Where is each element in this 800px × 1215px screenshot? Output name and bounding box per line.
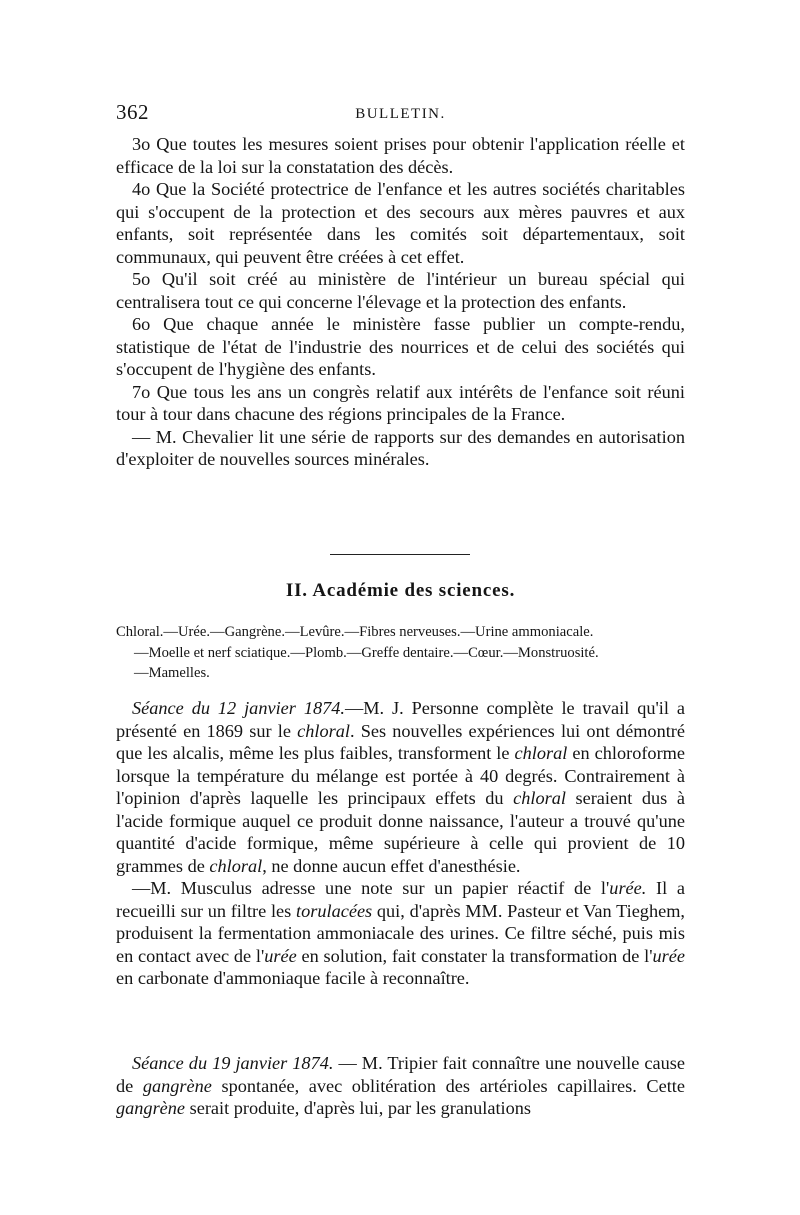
summary-line-1: Chloral.—Urée.—Gangrène.—Levûre.—Fibres nerveuses.—Urine ammoniacale. [116,624,594,640]
musculus-paragraph: —M. Musculus adresse une note sur un papier réactif de l'urée. Il a recueilli sur un filtre les torulacées qui, d'après MM. Pasteur et Van Tieghem, produisent la fermentation ammoniacale des urines. Ce filtre séché, puis mis en contact avec de l'urée en solution, fait constater la transformation de l'urée en carbonate d'ammoniaque facile à reconnaître. [116,878,686,988]
resolution-5: 5o Qu'il soit créé au ministère de l'intérieur un bureau spécial qui centralisera tout ce qui concerne l'élevage et la protection des enfants. [116,269,685,312]
summary-line-2: —Moelle et nerf sciatique.—Plomb.—Greffe dentaire.—Cœur.—Monstruosité. [134,644,599,661]
session-12-paragraph: Séance du 12 janvier 1874.—M. J. Personne complète le travail qu'il a présenté en 1869 sur le chloral. Ses nouvelles expériences lui ont démontré que les alcalis, même les plus faibles, transforment le chloral en chloroforme lorsque la température du mélange est portée à 40 degrés. Contrairement à l'opinion d'après laquelle les principaux effets du chloral seraient dus à l'acide formique auquel ce produit donne naissance, l'auteur a trouvé qu'une quantité d'acide formique, même supérieure à celle qui provient de 10 grammes de chloral, ne donne aucun effet d'anesthésie. [116,698,685,876]
session-12-janvier [116,697,685,990]
summary-line-3: —Mamelles. [134,665,210,681]
resolutions-block [116,133,685,471]
term-gangrene: gangrène [142,1075,212,1096]
resolution-4: 4o Que la Société protectrice de l'enfance et les autres sociétés charitables qui s'occupent de la protection et des secours aux mères pauvres et aux enfants, soit représentée dans les comités soit départementaux, soit communaux, qui peuvent être créées à cet effet. [116,179,685,267]
session-19-janvier [116,1052,685,1120]
term-uree: urée. [609,878,647,898]
term-chloral: chloral [297,720,350,741]
resolution-3: 3o Que toutes les mesures soient prises pour obtenir l'application réelle et efficace de la loi sur la constatation des décès. [116,134,685,177]
term-chloral: chloral [209,855,263,876]
section-summary [116,622,685,684]
session-date: Séance du 12 janvier 1874. [132,698,345,718]
term-chloral: chloral [514,743,568,763]
page-number: 362 [116,100,149,124]
running-title: BULLETIN. [355,106,446,122]
page-header [116,100,685,130]
resolution-6: 6o Que chaque année le ministère fasse publier un compte-rendu, statistique de l'état de l'industrie des nourrices et de celui des sociétés qui s'occupent de l'hygiène des enfants. [116,314,685,379]
section-title: II. Académie des sciences. [285,580,516,601]
term-uree: urée [652,945,685,966]
term-torulacees: torulacées [296,900,373,921]
term-chloral: chloral [513,788,566,808]
resolution-7: 7o Que tous les ans un congrès relatif aux intérêts de l'enfance soit réuni tour à tour dans chacune des régions principales de la France. [116,381,685,424]
session-date: Séance du 19 janvier 1874. [132,1053,334,1073]
term-gangrene: gangrène [116,1098,186,1118]
section-divider [330,554,470,555]
session-19-paragraph: Séance du 19 janvier 1874. — M. Tripier fait connaître une nouvelle cause de gangrène spontanée, avec oblitération des artérioles capillaires. Cette gangrène serait produite, d'après lui, par les granulations [116,1053,686,1118]
chevalier-paragraph: — M. Chevalier lit une série de rapports sur des demandes en autorisation d'exploiter de nouvelles sources minérales. [116,426,685,469]
term-uree: urée [264,945,297,966]
